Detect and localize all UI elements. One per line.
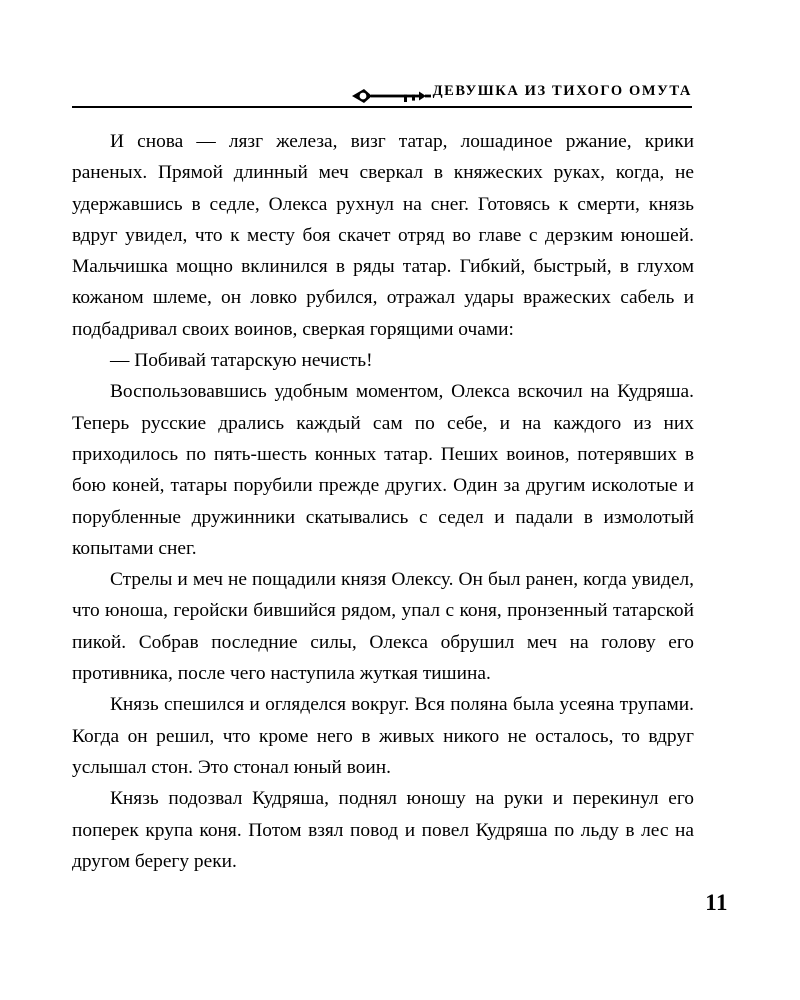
running-title: ДЕВУШКА ИЗ ТИХОГО ОМУТА — [432, 83, 692, 99]
body-paragraph: Князь спешился и огляделся вокруг. Вся поляна была усеяна трупами. Когда он решил, что кроме него в живых никого не осталось, то вдруг услышал стон. Это стонал юный воин. — [72, 694, 694, 778]
body-paragraph: Воспользовавшись удобным моментом, Олекса вскочил на Кудряша. Теперь русские дрались каждый сам по себе, и на каждого из них приходилось по пять-шесть конных татар. Пеших воинов, потерявших в бою коней, татары порубили прежде других. Один за другим исколотые и порубленные дружинники скатывались с седел и падали в измолотый копытами снег. — [72, 381, 694, 559]
body-paragraph: Стрелы и меч не пощадили князя Олексу. Он был ранен, когда увидел, что юноша, геройски бившийся рядом, упал с коня, пронзенный татарской пикой. Собрав последние силы, Олекса обрушил меч на голову его противника, после чего наступила жуткая тишина. — [72, 569, 694, 685]
key-icon — [342, 84, 442, 108]
body-paragraph: Князь подозвал Кудряша, поднял юношу на руки и перекинул его поперек крупа коня. Потом взял повод и повел Кудряша по льду в лес на другом берегу реки. — [72, 788, 694, 872]
body-paragraph: И снова — лязг железа, визг татар, лошадиное ржание, крики раненых. Прямой длинный меч сверкал в княжеских руках, когда, не удержавшись в седле, Олекса рухнул на снег. Готовясь к смерти, князь вдруг увидел, что к месту боя скачет отряд во главе с дерзким юношей. Мальчишка мощно вклинился в ряды татар. Гибкий, быстрый, в глухом кожаном шлеме, он ловко рубился, отражал удары вражеских сабель и подбадривал своих воинов, сверкая горящими очами: — [72, 131, 694, 340]
page-header — [72, 78, 692, 114]
body-paragraph: — Побивай татарскую нечисть! — [110, 350, 373, 372]
page-body — [72, 126, 694, 877]
page-number: 11 — [705, 890, 728, 915]
